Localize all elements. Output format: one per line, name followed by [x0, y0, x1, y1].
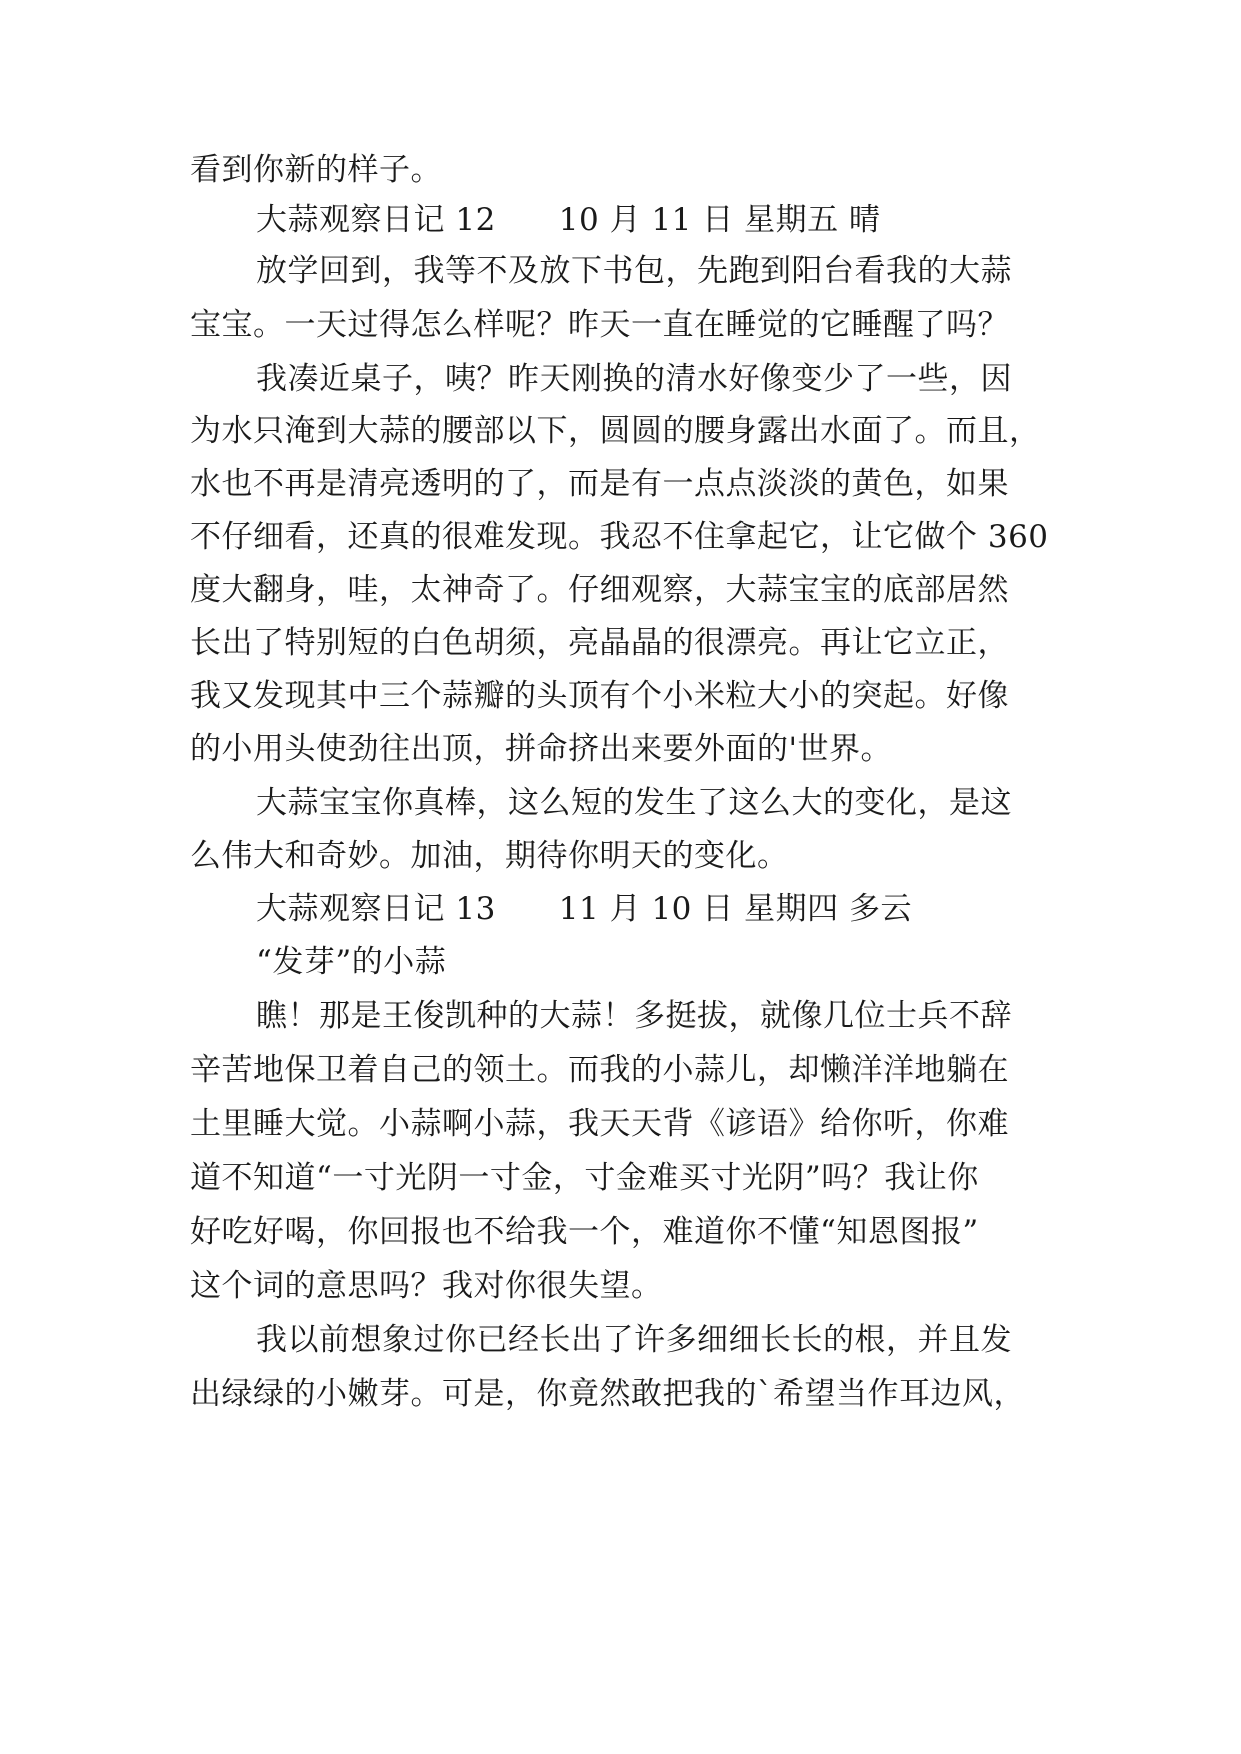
text-line: 好吃好喝，你回报也不给我一个，难道你不懂“知恩图报” [190, 1214, 979, 1250]
diary-heading: 大蒜观察日记 13 11 月 10 日 星期四 多云 [256, 891, 912, 927]
text-line: 看到你新的样子。 [190, 152, 442, 188]
text-line: 水也不再是清亮透明的了，而是有一点点淡淡的黄色，如果 [190, 466, 1009, 502]
text-line: 为水只淹到大蒜的腰部以下，圆圆的腰身露出水面了。而且， [190, 413, 1041, 449]
text-line: 出绿绿的小嫩芽。可是，你竟然敢把我的`希望当作耳边风， [190, 1376, 1025, 1412]
text-line: 宝宝。一天过得怎么样呢？昨天一直在睡觉的它睡醒了吗？ [190, 307, 1009, 343]
text-line: 我又发现其中三个蒜瓣的头顶有个小米粒大小的突起。好像 [190, 678, 1009, 714]
text-line: 么伟大和奇妙。加油，期待你明天的变化。 [190, 838, 789, 874]
text-line: 大蒜宝宝你真棒，这么短的发生了这么大的变化，是这 [256, 785, 1012, 821]
diary-heading: 大蒜观察日记 12 10 月 11 日 星期五 晴 [256, 202, 881, 238]
text-line: 瞧！那是王俊凯种的大蒜！多挺拔，就像几位士兵不辞 [256, 998, 1012, 1034]
diary-subtitle: “发芽”的小蒜 [256, 944, 447, 980]
text-line: 度大翻身，哇，太神奇了。仔细观察，大蒜宝宝的底部居然 [190, 572, 1009, 608]
text-line: 的小用头使劲往出顶，拼命挤出来要外面的'世界。 [190, 731, 893, 767]
text-line: 道不知道“一寸光阴一寸金，寸金难买寸光阴”吗？我让你 [190, 1160, 979, 1196]
text-line: 辛苦地保卫着自己的领土。而我的小蒜儿，却懒洋洋地躺在 [190, 1052, 1009, 1088]
text-line: 长出了特别短的白色胡须，亮晶晶的很漂亮。再让它立正， [190, 625, 1009, 661]
text-line: 放学回到，我等不及放下书包，先跑到阳台看我的大蒜 [256, 253, 1012, 289]
text-line: 我以前想象过你已经长出了许多细细长长的根，并且发 [256, 1322, 1012, 1358]
text-line: 土里睡大觉。小蒜啊小蒜，我天天背《谚语》给你听，你难 [190, 1106, 1009, 1142]
text-line: 我凑近桌子，咦？昨天刚换的清水好像变少了一些，因 [256, 361, 1012, 397]
text-line: 不仔细看，还真的很难发现。我忍不住拿起它，让它做个 360 [190, 519, 1049, 555]
text-line: 这个词的意思吗？我对你很失望。 [190, 1268, 663, 1304]
